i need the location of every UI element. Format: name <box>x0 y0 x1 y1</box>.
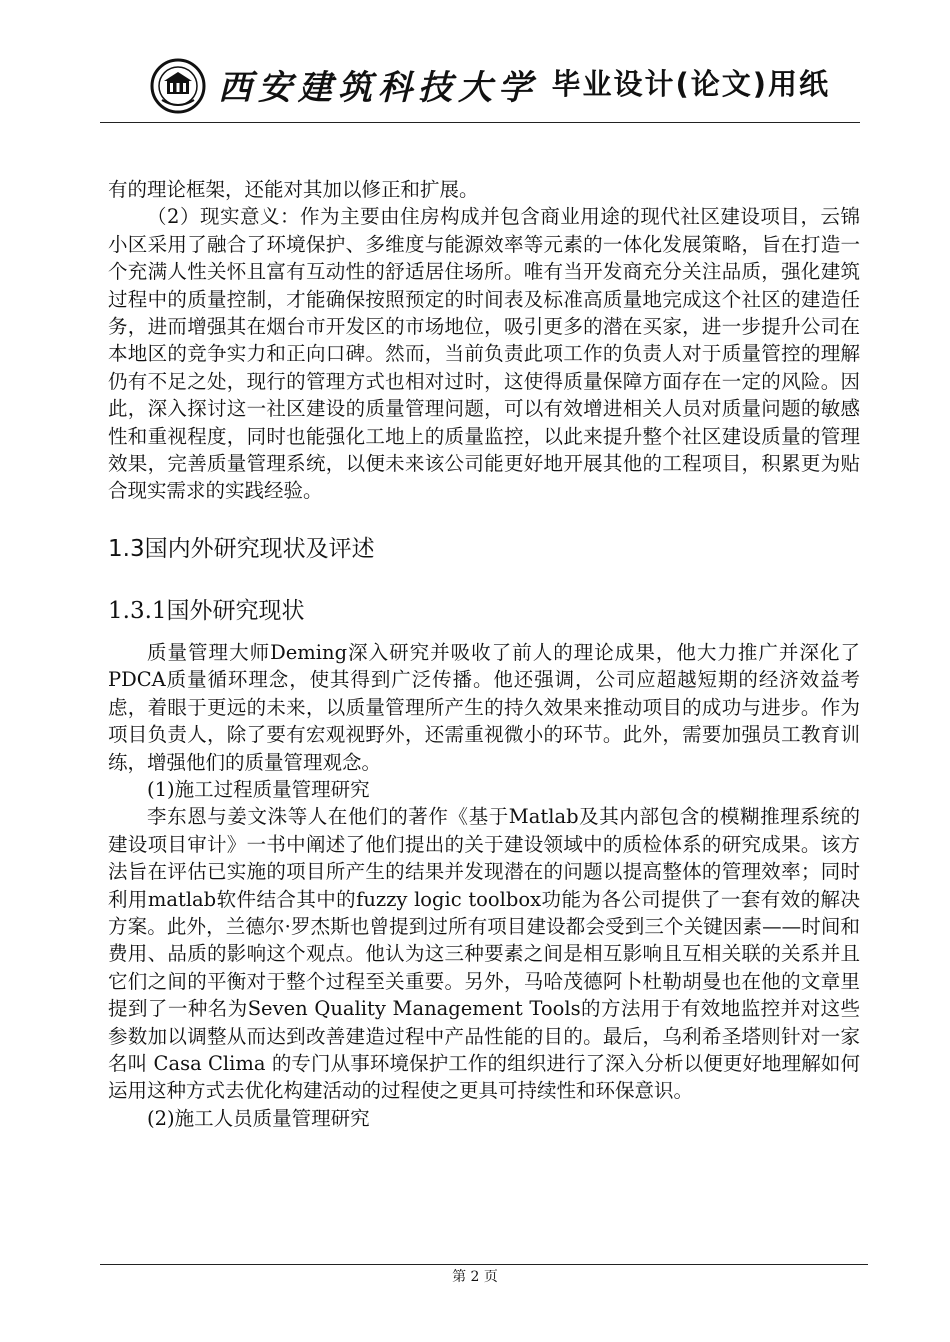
paragraph-process-heading: (1)施工过程质量管理研究 <box>147 777 370 801</box>
paragraph-process-research: 李东恩与姜文洙等人在他们的著作《基于Matlab及其内部包含的模糊推理系统的建设项目审计》一书中阐述了他们提出的关于建设领域中的质检体系的研究成果。该方法旨在评估已实施的项目所产生的结果并发现潜在的问题以提高整体的管理效率；同时利用matlab软件结合其中的fuzzy logic toolbox功能为各公司提供了一套有效的解决方案。此外，兰德尔·罗杰斯也曾提到过所有项目建设都会受到三个关键因素——时间和费用、品质的影响这个观点。他认为这三种要素之间是相互影响且互相关联的关系并且它们之间的平衡对于整个过程至关重要。另外，马哈茂德阿卜杜勒胡曼也在他的文章里提到了一种名为Seven Quality Management Tools的方法用于有效地监控并对这些参数加以调整从而达到改善建造过程中产品性能的目的。最后，乌利希圣塔则针对一家名叫 Casa Clima 的专门从事环境保护工作的组织进行了深入分析以便更好地理解如何运用这种方式去优化构建活动的过程使之更具可持续性和环保意识。 <box>108 805 860 1103</box>
document-body <box>108 176 860 1132</box>
paragraph-1: 有的理论框架，还能对其加以修正和扩展。 <box>108 178 479 201</box>
paper-label: 毕业设计(论文)用纸 <box>551 67 830 101</box>
school-name: 西安建筑科技大学 <box>218 68 538 108</box>
university-seal-icon <box>150 58 206 114</box>
paragraph-deming: 质量管理大师Deming深入研究并吸收了前人的理论成果，他大力推广并深化了PDCA质量循环理念，使其得到广泛传播。他还强调，公司应超越短期的经济效益考虑，着眼于更远的未来，以质量管理所产生的持久效果来推动项目的成功与进步。作为项目负责人，除了要有宏观视野外，还需重视微小的环节。此外，需要加强员工教育训练，增强他们的质量管理观念。 <box>108 640 860 774</box>
page-header <box>100 40 860 108</box>
header-divider <box>100 122 860 123</box>
page-number: 第 2 页 <box>452 1269 498 1285</box>
subsection-heading-1-3-1: 1.3.1国外研究现状 <box>108 597 305 624</box>
paragraph-personnel-heading: (2)施工人员质量管理研究 <box>147 1106 370 1130</box>
section-heading-1-3: 1.3国内外研究现状及评述 <box>108 535 375 562</box>
paragraph-practical-significance: （2）现实意义：作为主要由住房构成并包含商业用途的现代社区建设项目，云锦小区采用了融合了环境保护、多维度与能源效率等元素的一体化发展策略，旨在打造一个充满人性关怀且富有互动性的舒适居住场所。唯有当开发商充分关注品质，强化建筑过程中的质量控制，才能确保按照预定的时间表及标准高质量地完成这个社区的建造任务，进而增强其在烟台市开发区的市场地位，吸引更多的潜在买家，进一步提升公司在本地区的竞争实力和正向口碑。然而，当前负责此项工作的负责人对于质量管控的理解仍有不足之处，现行的管理方式也相对过时，这使得质量保障方面存在一定的风险。因此，深入探讨这一社区建设的质量管理问题，可以有效增进相关人员对质量问题的敏感性和重视程度，同时也能强化工地上的质量监控，以此来提升整个社区建设质量的管理效果，完善质量管理系统，以便未来该公司能更好地开展其他的工程项目，积累更为贴合现实需求的实践经验。 <box>108 205 860 503</box>
footer-divider <box>100 1264 868 1265</box>
